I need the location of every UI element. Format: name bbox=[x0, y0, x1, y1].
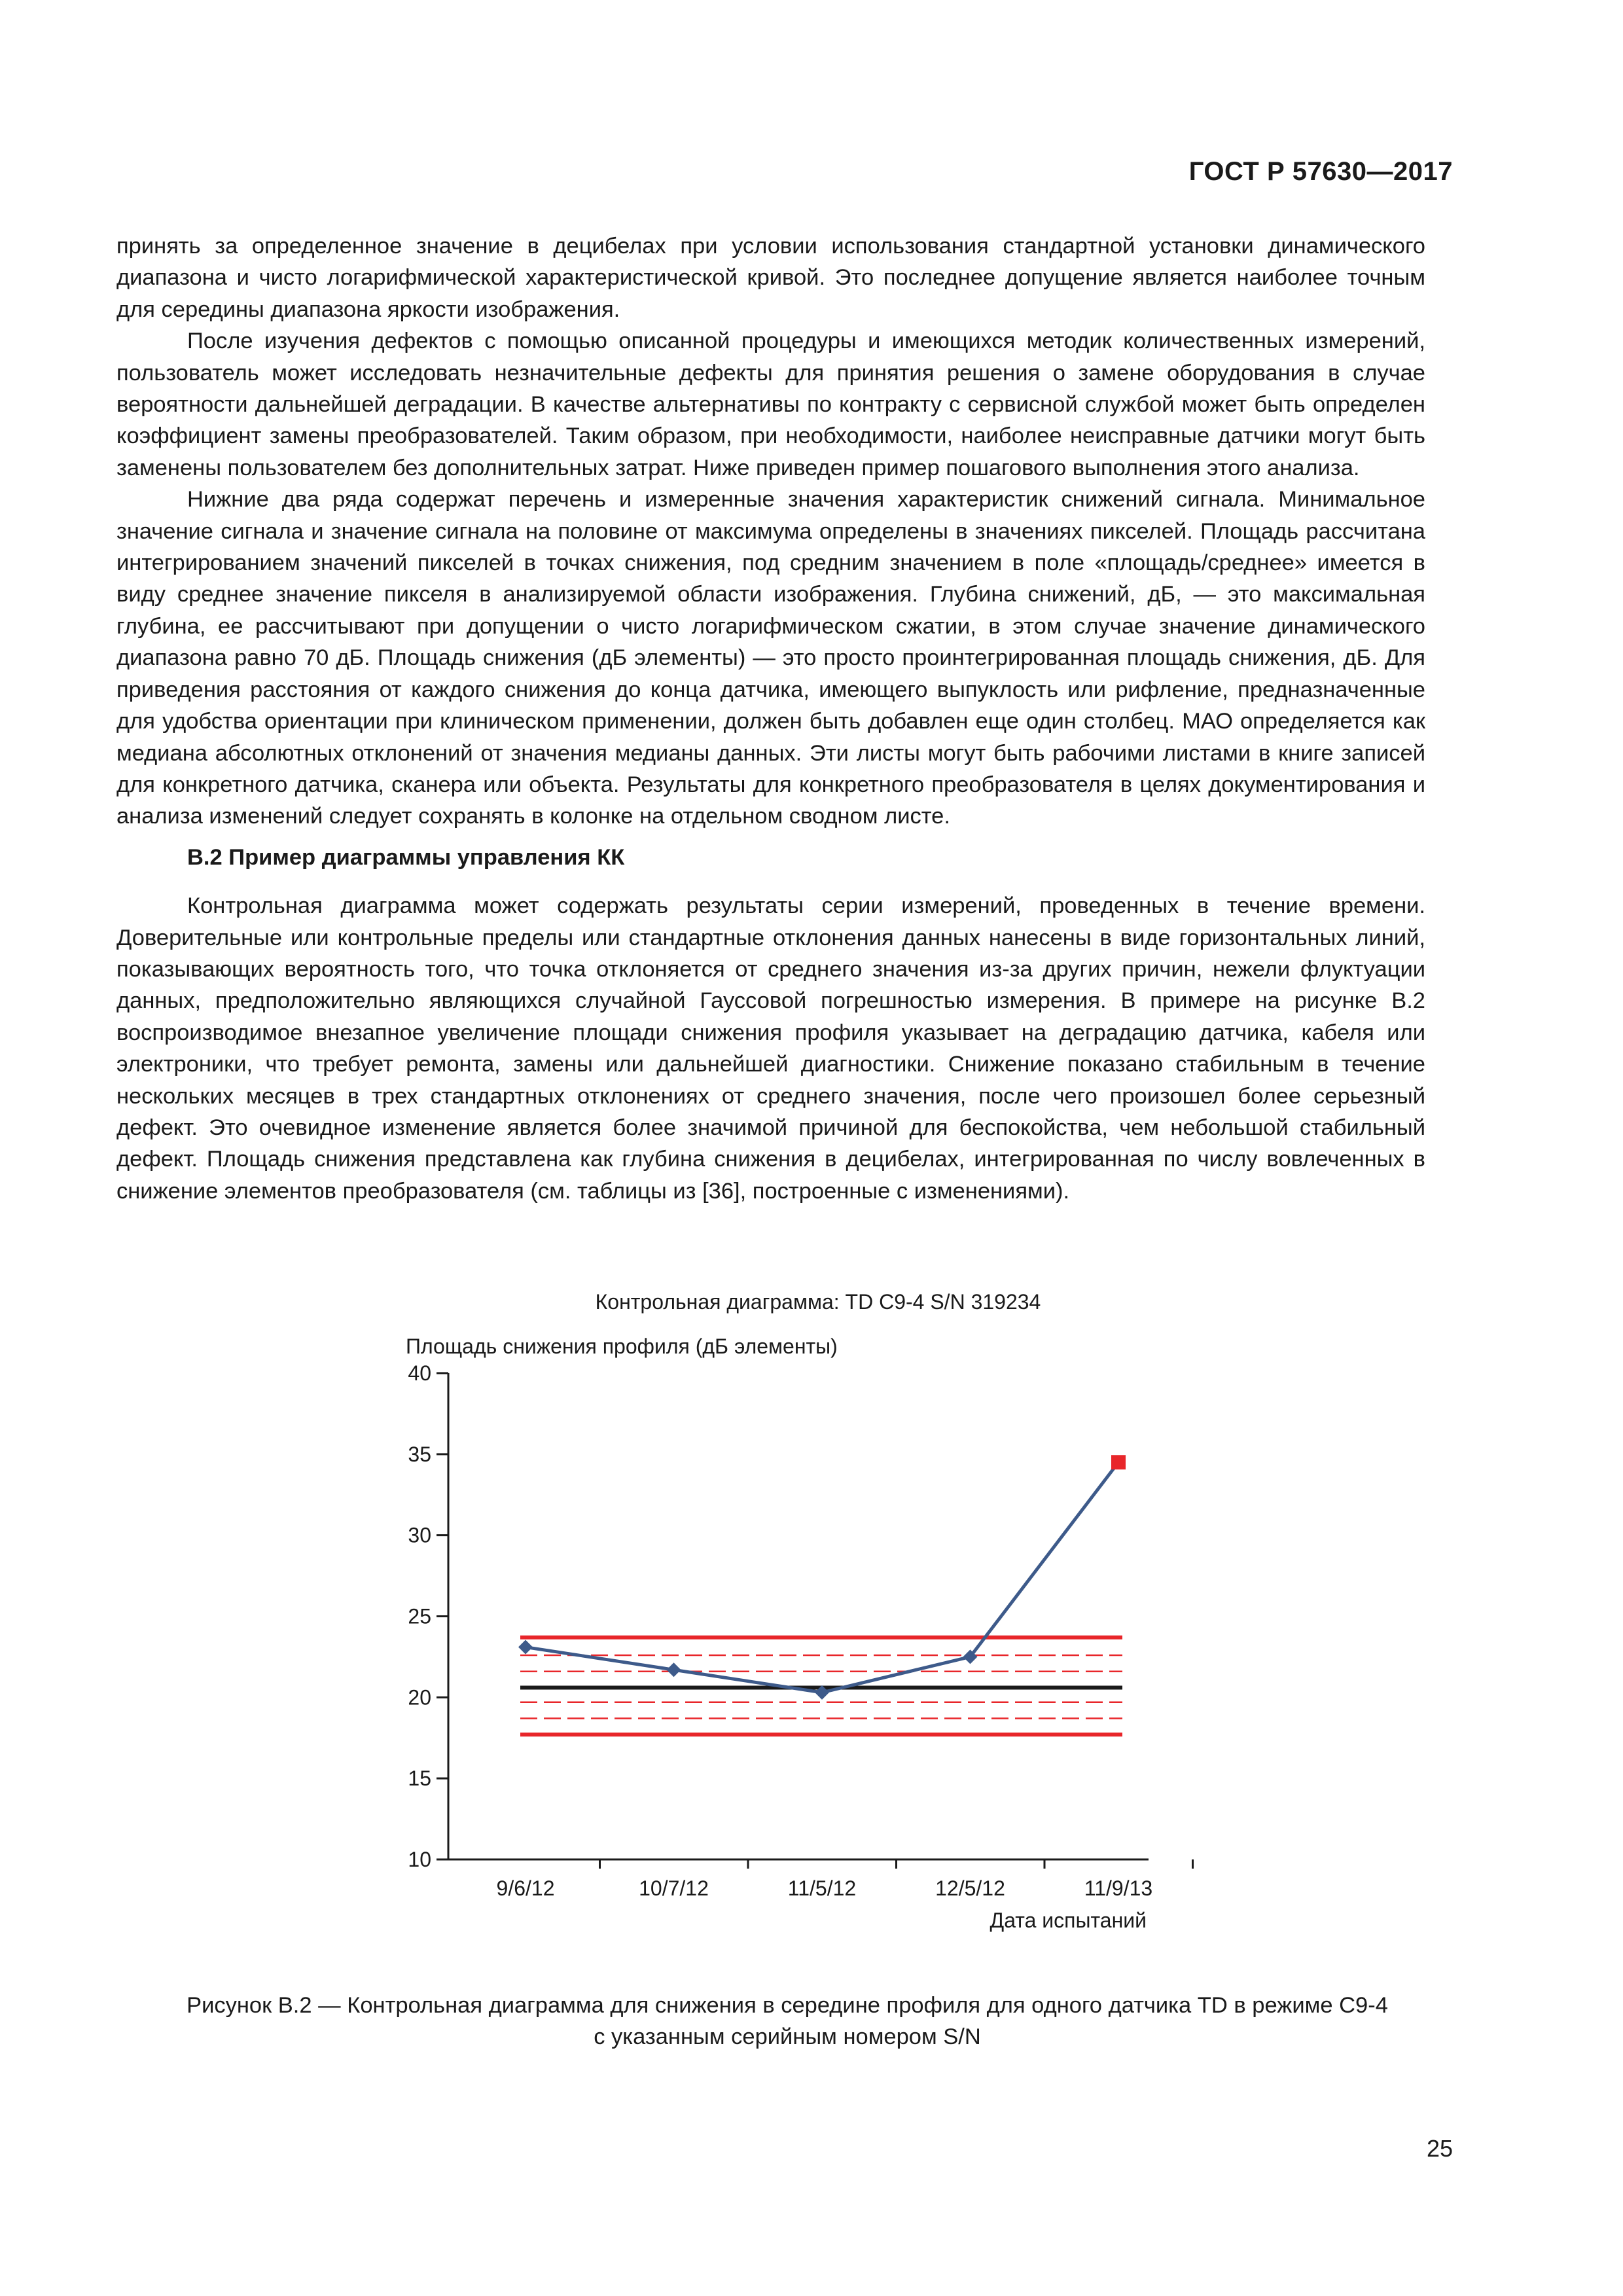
document-id-header: ГОСТ Р 57630—2017 bbox=[1188, 157, 1453, 186]
chart-x-axis-label: Дата испытаний bbox=[990, 1909, 1147, 1932]
chart-y-axis-label: Площадь снижения профиля (дБ элементы) bbox=[406, 1335, 838, 1358]
paragraph-1: принять за определенное значение в децибелах при условии использования стандартной установки динамического диапазона и чисто логарифмической характеристической кривой. Это последнее допущение является наиболее точным для середины диапазона яркости изображения. bbox=[116, 234, 1425, 322]
figure-caption bbox=[116, 1990, 1458, 2053]
y-tick-label: 35 bbox=[408, 1442, 431, 1466]
caption-line-2: с указанным серийным номером S/N bbox=[594, 2024, 981, 2049]
caption-line-1: Рисунок B.2 — Контрольная диаграмма для снижения в середине профиля для одного датчика TD в режиме C9-4 bbox=[187, 1993, 1388, 2018]
y-tick-label: 15 bbox=[408, 1767, 431, 1791]
section-title: B.2 Пример диаграммы управления КК bbox=[187, 844, 625, 870]
control-chart bbox=[0, 1270, 1623, 1977]
data-point-outlier bbox=[1111, 1455, 1126, 1469]
x-tick-label: 9/6/12 bbox=[496, 1876, 555, 1900]
y-tick-label: 10 bbox=[408, 1848, 431, 1871]
paragraph-4: Контрольная диаграмма может содержать результаты серии измерений, проведенных в течение времени. Доверительные или контрольные пределы или стандартные отклонения данных нанесены в виде горизонтальных линий, показывающих вероятность того, что точка отклоняется от среднего значения из-за других причин, нежели флуктуации данных, предположительно являющихся случайной Гауссовой погрешностью измерения. В примере на рисунке B.2 воспроизводимое внезапное увеличение площади снижения профиля указывает на деградацию датчика, кабеля или электроники, что требует ремонта, замены или дальнейшей диагностики. Снижение показано стабильным в течение нескольких месяцев в трех стандартных отклонениях от среднего значения, после чего произошел более серьезный дефект. Это очевидное изменение является более значимой причиной для беспокойства, чем небольшой стабильный дефект. Площадь снижения представлена как глубина снижения в децибелах, интегрированная по числу вовлеченных в снижение элементов преобразователя (см. таблицы из [36], построенные с изменениями). bbox=[116, 893, 1425, 1204]
page-number: 25 bbox=[1426, 2135, 1453, 2162]
series-line bbox=[526, 1462, 1118, 1693]
paragraph-2: После изучения дефектов с помощью описанной процедуры и имеющихся методик количественных измерений, пользователь может исследовать незначительные дефекты для принятия решения о замене оборудования в случае вероятности дальнейшей деградации. В качестве альтернативы по контракту с сервисной службой может быть определен коэффициент замены преобразователей. Таким образом, при необходимости, наиболее неисправные датчики могут быть заменены пользователем без дополнительных затрат. Ниже приведен пример пошагового выполнения этого анализа. bbox=[116, 329, 1425, 480]
x-tick-label: 12/5/12 bbox=[935, 1876, 1005, 1900]
y-tick-label: 20 bbox=[408, 1685, 431, 1710]
x-tick-label: 10/7/12 bbox=[639, 1876, 709, 1900]
plot-area bbox=[408, 1361, 1192, 1900]
y-tick-label: 40 bbox=[408, 1361, 431, 1385]
x-tick-label: 11/5/12 bbox=[787, 1876, 857, 1900]
x-tick-label: 11/9/13 bbox=[1084, 1876, 1153, 1900]
y-tick-label: 30 bbox=[408, 1523, 431, 1547]
body-text bbox=[116, 230, 1425, 1207]
data-point bbox=[518, 1640, 533, 1655]
y-tick-label: 25 bbox=[408, 1604, 431, 1628]
paragraph-3: Нижние два ряда содержат перечень и измеренные значения характеристик снижений сигнала. Минимальное значение сигнала и значение сигнала на половине от максимума определены в значениях пикселей. Площадь рассчитана интегрированием значений пикселей в точках снижения, под средним значением в поле «площадь/среднее» имеется в виду среднее значение пикселя в анализируемой области изображения. Глубина снижений, дБ, — это максимальная глубина, ее рассчитывают при допущении о чисто логарифмическом сжатии, в этом случае значение динамического диапазона равно 70 дБ. Площадь снижения (дБ элементы) — это просто проинтегрированная площадь снижения, дБ. Для приведения расстояния от каждого снижения до конца датчика, имеющего выпуклость или рифление, предназначенные для удобства ориентации при клиническом применении, должен быть добавлен еще один столбец. МАО определяется как медиана абсолютных отклонений от значения медианы данных. Эти листы могут быть рабочими листами в книге записей для конкретного датчика, сканера или объекта. Результаты для конкретного преобразователя в целях документирования и анализа изменений следует сохранять в колонке на отдельном сводном листе. bbox=[116, 487, 1425, 829]
chart-title: Контрольная диаграмма: TD C9-4 S/N 319234 bbox=[595, 1290, 1041, 1314]
data-point bbox=[667, 1662, 681, 1677]
